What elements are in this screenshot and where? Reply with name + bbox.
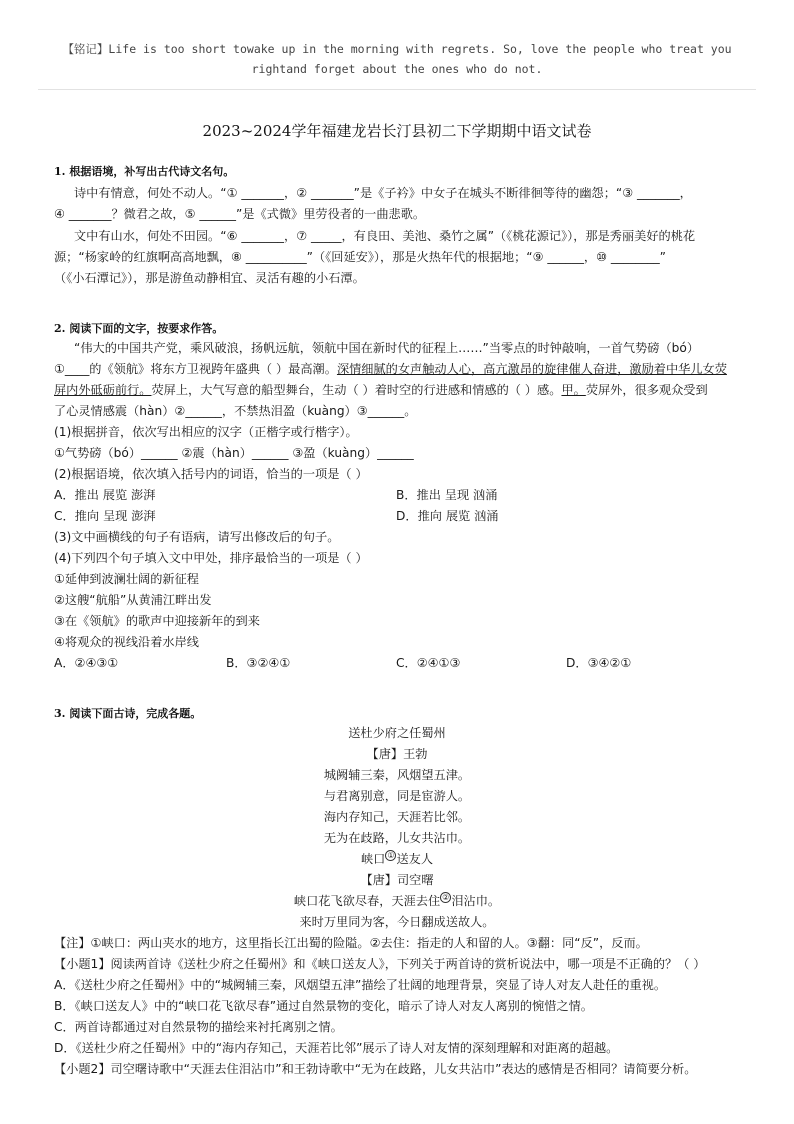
poem2-line-text: 峡口花飞欲尽春，天涯去住 — [293, 894, 441, 908]
q2-passage-line: “伟大的中国共产党，乘风破浪，扬帆远航，领航中国在新时代的征程上……”当零点的时钟敲响，一首气势磅（bó） — [74, 341, 700, 355]
poem2-line-text: 泪沾巾。 — [451, 894, 501, 908]
q2-underlined-sentence: 深情细腻的女声触动人心，高亢激昂的旋律催人奋进，激励着中华儿女荧 — [336, 362, 727, 376]
header-divider — [38, 89, 756, 90]
footnote-marker: ① — [387, 850, 395, 860]
footnote-marker: ② — [442, 892, 450, 902]
q2-passage-text: 荧屏上，大气写意的船型舞台，生动（ ）着时空的行进感和情感的（ ）感。 — [151, 383, 562, 397]
q2-sub-question-2: (2)根据语境，依次填入括号内的词语，恰当的一项是（ ） — [54, 467, 368, 481]
q2-passage-line: 了心灵情感震（hàn）②______，不禁热泪盈（kuàng）③______。 — [54, 404, 417, 418]
q1-line: 文中有山水，何处不田园。“⑥ _______，⑦ _____，有良田、美池、桑竹之属”（《桃花源记》），那是秀丽美好的桃花 — [74, 229, 696, 243]
q2-sentence-item: ②这艘“航船”从黄浦江畔出发 — [54, 593, 212, 607]
poem2-author: 【唐】司空曙 — [360, 873, 434, 887]
q2-passage-text: 荧屏外，很多观众受到 — [585, 383, 708, 397]
q2-blank-jia: 甲。 — [561, 383, 586, 397]
q1-line: 源；“杨家岭的红旗啊高高地飘，⑧ __________”（《回延安》），那是火热年代的根据地；“⑨ ______，⑩ ________” — [54, 250, 666, 264]
q3-option-c[interactable]: C．两首诗都通过对自然景物的描绘来衬托离别之情。 — [54, 1020, 343, 1034]
q2-sub-question-1: (1)根据拼音，依次写出相应的汉字（正楷字或行楷字）。 — [54, 425, 358, 439]
poem1-title: 送杜少府之任蜀州 — [348, 726, 446, 740]
poem2-title-text: 送友人 — [396, 852, 434, 866]
q2-passage-line — [54, 382, 708, 398]
poem-notes: 【注】①峡口：两山夹水的地方，这里指长江出蜀的险隘。②去住：指走的人和留的人。③翻：同“反”，反而。 — [54, 936, 648, 950]
poem1-line: 与君离别意，同是宦游人。 — [323, 789, 471, 803]
q2-order-option-d[interactable]: D．③④②① — [566, 656, 632, 670]
question-1-heading: 1. 根据语境，补写出古代诗文名句。 — [54, 165, 235, 178]
q3-sub-question-2: 【小题2】司空曙诗歌中“天涯去住泪沾巾”和王勃诗歌中“无为在歧路，儿女共沾巾”表达的感情是否相同？请简要分析。 — [54, 1062, 697, 1076]
poem1-line: 无为在歧路，儿女共沾巾。 — [323, 831, 471, 845]
q2-sentence-item: ①延伸到波澜壮阔的新征程 — [54, 572, 199, 586]
q2-option-a[interactable]: A．推出 展览 澎湃 — [54, 488, 156, 502]
q2-sub-question-4: (4)下列四个句子填入文中甲处，排序最恰当的一项是（ ） — [54, 551, 368, 565]
q3-option-d[interactable]: D．《送杜少府之任蜀州》中的“海内存知己，天涯若比邻”展示了诗人对友情的深刻理解和对距离的超越。 — [54, 1041, 619, 1055]
q2-order-option-c[interactable]: C．②④①③ — [396, 656, 461, 670]
poem2-line — [0, 893, 794, 909]
q2-option-b[interactable]: B．推出 呈现 汹涌 — [396, 488, 498, 502]
q2-underlined-sentence-end: 屏内外砥砺前行。 — [54, 383, 152, 397]
q1-line: ④ _______？微君之故，⑤ ______”是《式微》里劳役者的一曲悲歌。 — [54, 207, 426, 221]
q2-option-d[interactable]: D．推向 展览 汹涌 — [396, 509, 499, 523]
poem2-title — [0, 851, 794, 867]
page-title: 2023~2024学年福建龙岩长汀县初二下学期期中语文试卷 — [202, 122, 592, 140]
q1-line: （《小石潭记》），那是游鱼动静相宜、灵活有趣的小石潭。 — [54, 271, 365, 285]
q2-sub-question-3: (3)文中画横线的句子有语病，请写出修改后的句子。 — [54, 530, 340, 544]
poem1-line: 海内存知己，天涯若比邻。 — [323, 810, 471, 824]
q3-sub-question-1: 【小题1】阅读两首诗《送杜少府之任蜀州》和《峡口送友人》，下列关于两首诗的赏析说法中，哪一项是不正确的？（ ） — [54, 957, 706, 971]
q3-option-b[interactable]: B．《峡口送友人》中的“峡口花飞欲尽春”通过自然景物的变化，暗示了诗人对友人离别的惋惜之情。 — [54, 999, 593, 1013]
q2-passage-text: ①____的《领航》将东方卫视跨年盛典（ ）最高潮。 — [54, 362, 337, 376]
question-3-heading: 3. 阅读下面古诗，完成各题。 — [54, 707, 202, 720]
poem2-line: 来时万里同为客，今日翻成送故人。 — [299, 915, 495, 929]
poem1-author: 【唐】王勃 — [366, 747, 428, 761]
question-2-heading: 2. 阅读下面的文字，按要求作答。 — [54, 322, 224, 335]
q2-sentence-item: ③在《领航》的歌声中迎接新年的到来 — [54, 614, 260, 628]
poem1-line: 城阙辅三秦，风烟望五津。 — [323, 768, 471, 782]
q2-sentence-item: ④将观众的视线沿着水岸线 — [54, 635, 199, 649]
q2-passage-line — [54, 361, 727, 377]
q2-option-c[interactable]: C．推向 呈现 澎湃 — [54, 509, 156, 523]
header-motto-line2: rightand forget about the ones who do not. — [251, 62, 543, 76]
poem2-title-text: 峡口 — [360, 852, 386, 866]
q1-line: 诗中有情意，何处不动人。“① _______，② _______”是《子衿》中女子在城头不断徘徊等待的幽怨；“③ _______， — [74, 186, 692, 200]
q3-option-a[interactable]: A．《送杜少府之任蜀州》中的“城阙辅三秦，风烟望五津”描绘了壮阔的地理背景，突显了诗人对友人赴任的重视。 — [54, 978, 667, 992]
header-motto-line1: 【铭记】Life is too short towake up in the morning with regrets. So, love the people who treat you — [62, 42, 732, 56]
q2-order-option-b[interactable]: B．③②④① — [226, 656, 291, 670]
q2-sub-1-answers: ①气势磅（bó）______ ②震（hàn）______ ③盈（kuàng）______ — [54, 446, 414, 460]
q2-order-option-a[interactable]: A．②④③① — [54, 656, 119, 670]
